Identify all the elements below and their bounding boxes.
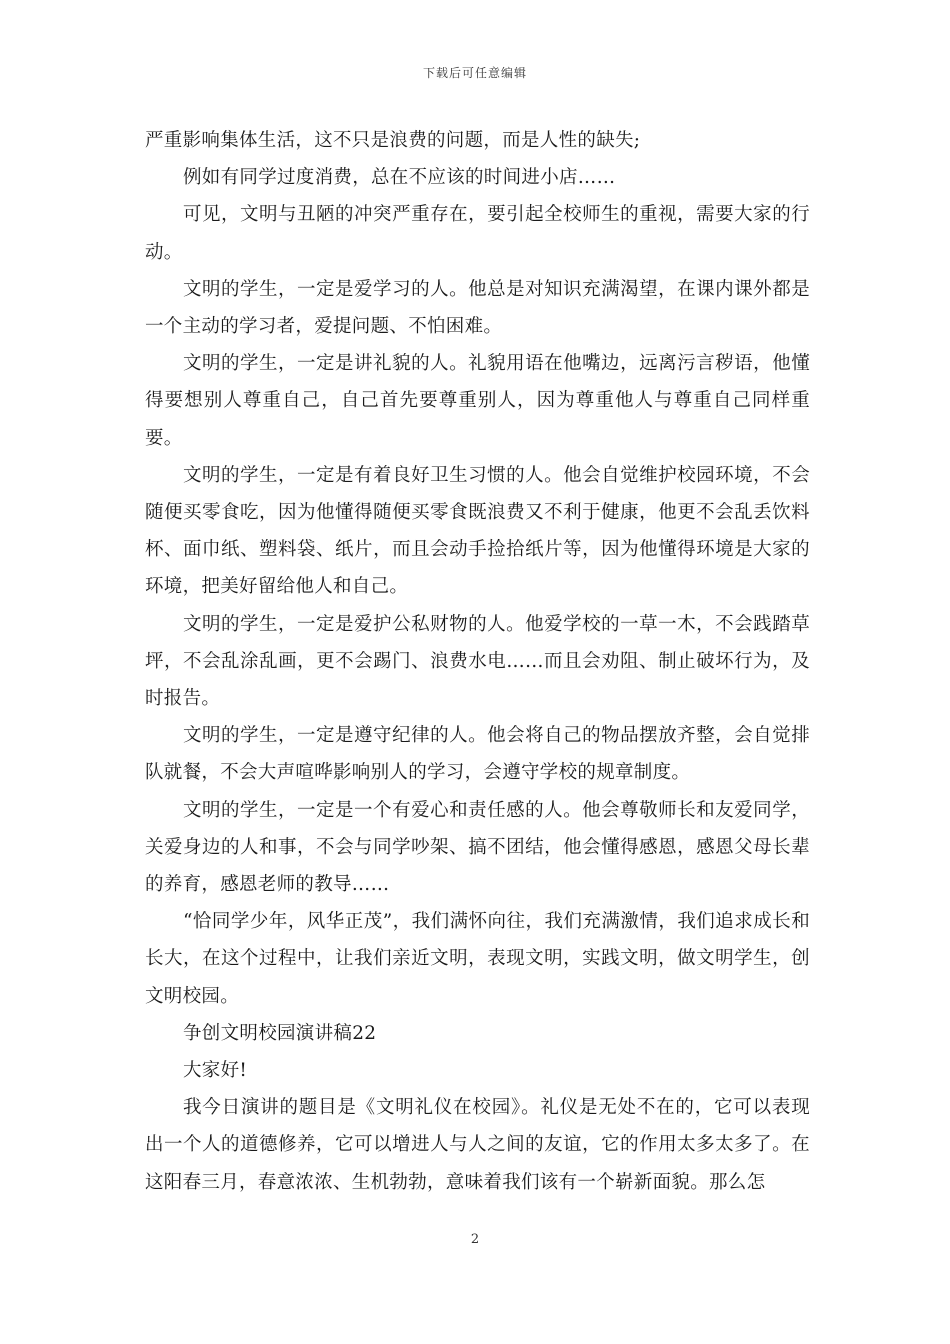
section-title: 争创文明校园演讲稿22 bbox=[183, 1022, 377, 1044]
paragraph: 文明的学生，一定是一个有爱心和责任感的人。他会尊敬师长和友爱同学，关爱身边的人和事，不会与同学吵架、搞不团结，他会懂得感恩，感恩父母长辈的养育，感恩老师的教导…… bbox=[145, 799, 810, 896]
document-body bbox=[145, 122, 810, 1201]
page-header: 下载后可任意编辑 bbox=[422, 66, 527, 80]
paragraph: 例如有同学过度消费，总在不应该的时间进小店…… bbox=[183, 167, 616, 189]
paragraph: 文明的学生，一定是有着良好卫生习惯的人。他会自觉维护校园环境，不会随便买零食吃，因为他懂得随便买零食既浪费又不利于健康，他更不会乱丢饮料杯、面巾纸、塑料袋、纸片，而且会动手捡拾纸片等，因为他懂得环境是大家的环境，把美好留给他人和自己。 bbox=[145, 464, 810, 598]
paragraph: 文明的学生，一定是讲礼貌的人。礼貌用语在他嘴边，远离污言秽语，他懂得要想别人尊重自己，自己首先要尊重别人，因为尊重他人与尊重自己同样重要。 bbox=[145, 353, 810, 449]
page-number: 2 bbox=[470, 1232, 480, 1247]
paragraph: 可见，文明与丑陋的冲突严重存在，要引起全校师生的重视，需要大家的行动。 bbox=[145, 204, 810, 263]
greeting: 大家好! bbox=[183, 1060, 248, 1082]
paragraph: 文明的学生，一定是爱护公私财物的人。他爱学校的一草一木，不会践踏草坪，不会乱涂乱画，更不会踢门、浪费水电……而且会劝阻、制止破坏行为，及时报告。 bbox=[145, 613, 810, 710]
paragraph: 文明的学生，一定是遵守纪律的人。他会将自己的物品摆放齐整，会自觉排队就餐，不会大声喧哗影响别人的学习，会遵守学校的规章制度。 bbox=[145, 725, 810, 784]
paragraph: 文明的学生，一定是爱学习的人。他总是对知识充满渴望，在课内课外都是一个主动的学习者，爱提问题、不怕困难。 bbox=[145, 278, 810, 338]
paragraph: “恰同学少年，风华正茂”，我们满怀向往，我们充满激情，我们追求成长和长大，在这个过程中，让我们亲近文明，表现文明，实践文明，做文明学生，创文明校园。 bbox=[145, 911, 810, 1007]
paragraph: 我今日演讲的题目是《文明礼仪在校园》。礼仪是无处不在的，它可以表现出一个人的道德修养，它可以增进人与人之间的友谊，它的作用太多太多了。在这阳春三月，春意浓浓、生机勃勃，意味着我们该有一个崭新面貌。那么怎 bbox=[145, 1097, 810, 1193]
paragraph: 严重影响集体生活，这不只是浪费的问题，而是人性的缺失; bbox=[145, 130, 641, 151]
